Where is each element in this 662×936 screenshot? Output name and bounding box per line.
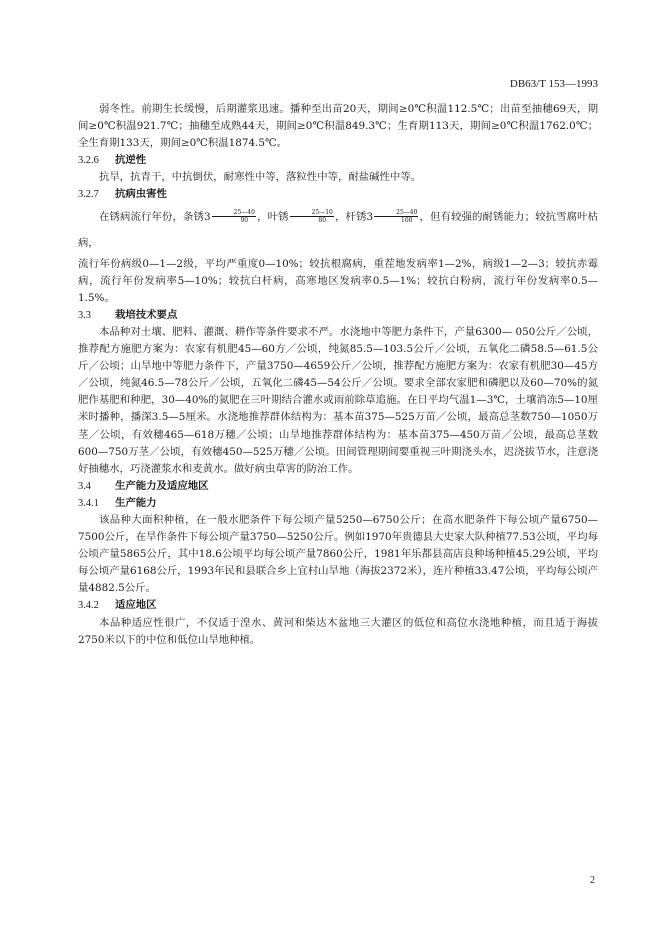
stem-rust-fraction (374, 209, 418, 224)
paragraph-growth-period: 弱冬性。前期生长缓慢，后期灌浆迅速。播种至出苗20天，期间≥0℃积温112.5℃；出苗至抽穗69天，期间≥0℃积温921.7℃；抽穗至成熟44天，期间≥0℃积温849.3℃；生育期113天，期间≥0℃积温1762.0℃；全生育期133天，期间≥0℃积温1874.5℃。 (78, 103, 598, 150)
section-number: 3.2.6 (78, 155, 99, 167)
section-title: 生产能力及适应地区 (115, 479, 209, 492)
section-heading-3-4 (78, 478, 598, 495)
section-heading-3-2-6 (78, 152, 598, 169)
section-number: 3.4.2 (78, 600, 99, 612)
section-number: 3.3 (78, 309, 91, 321)
section-heading-3-3 (78, 307, 598, 324)
page-number: 2 (590, 875, 595, 886)
section-heading-3-2-7 (78, 186, 598, 203)
section-number: 3.2.7 (78, 189, 99, 201)
section-title: 抗病虫害性 (115, 188, 167, 201)
section-number: 3.4.1 (78, 497, 99, 509)
fraction-numerator: 25—40 (212, 209, 256, 217)
fraction-numerator: 25—10 (290, 209, 334, 217)
section-number: 3.4 (78, 480, 91, 492)
text-span: ，杆锈3 (334, 210, 374, 223)
stripe-rust-fraction (212, 209, 256, 224)
fraction-numerator: 25—40 (374, 209, 418, 217)
fraction-denominator: 80 (318, 217, 327, 225)
paragraph-rust-resistance (78, 204, 598, 256)
paragraph-disease-resistance: 流行年份病级0—1—2级，平均严重度0—10%；较抗根腐病，重茬地发病率1—2%，病级1—2—3；较抗赤霉病，流行年份发病率5—10%；较抗白杆病，高寒地区发病率0.5—1%；较抗白粉病，流行年份发病率0.5—1.5%。 (78, 257, 598, 304)
section-title: 抗逆性 (115, 154, 147, 167)
paragraph-cultivation: 本品种对土壤、肥料、灌溉、耕作等条件要求不严。水浇地中等肥力条件下，产量6300— 050公斤／公顷，推荐配方施肥方案为：农家有机肥45—60方／公顷，纯氮85.5—103.5公斤／公顷，五氧化二磷58.5—61.5公斤／公顷；山旱地中等肥力条件下，产量3750—4659公斤／公顷，推荐配方施肥方案为：农家有机肥30—45方／公顷，纯氮46.5—78公斤／公顷，五氧化二磷45—54公斤／公顷。要求全部农家肥和磷肥以及60—70%的氮肥作基肥和种肥，30—40%的氮肥在三叶期结合灌水或雨前除草追施。在日平均气温1—3℃，土壤消冻5—10厘米时播种，播深3.5—5厘米。水浇地推荐群体结构为：基本苗375—525万苗／公顷，最高总茎数750—1050万茎／公顷，有效穗465—618万穗／公顷；山旱地推荐群体结构为：基本苗375—450万苗／公顷，最高总茎数600—750万茎／公顷，有效穗450—525万穗／公顷。田间管理期间要重视三叶期浇头水，迟浇拔节水，注意浇好抽穗水，巧浇灌浆水和麦黄水。做好病虫草害的防治工作。 (78, 325, 598, 475)
paragraph-stress-resistance: 抗旱，抗青干，中抗倒伏，耐寒性中等，落粒性中等，耐盐碱性中等。 (99, 171, 422, 184)
paragraph-adaptation: 本品种适应性很广，不仅适于湟水、黄河和柴达木盆地三大灌区的低位和高位水浇地种植，而且适于海拔2750米以下的中位和低位山旱地种植。 (78, 616, 598, 646)
fraction-denominator: 90 (240, 217, 249, 225)
text-span: ，但有较强的耐锈能力；较抗雪腐叶枯病， (78, 210, 598, 249)
paragraph-yield: 该品种大面积种植，在一般水肥条件下每公顷产量5250—6750公斤；在高水肥条件下每公顷产量6750—7500公斤，在旱作条件下每公顷产量3750—5250公斤。例如1970年贵德县大史家大队种植77.53公顷，平均每公顷产量5865公斤，其中18.6公顷平均每公顷产量7860公斤，1981年乐都县高店良种场种植45.29公顷，平均每公顷产量6168公斤，1993年民和县联合乡上宜村山旱地（海拔2372米），连片种植33.47公顷，平均每公顷产量4882.5公斤。 (78, 513, 598, 595)
document-code: DB63/T 153—1993 (509, 78, 598, 90)
section-title: 栽培技术要点 (115, 308, 178, 321)
text-span: ，叶锈 (256, 210, 289, 223)
page-body (78, 101, 598, 649)
section-title: 生产能力 (115, 496, 157, 509)
leaf-rust-fraction (290, 209, 334, 224)
section-heading-3-4-1 (78, 495, 598, 512)
section-title: 适应地区 (115, 599, 157, 612)
section-heading-3-4-2 (78, 597, 598, 614)
fraction-denominator: 100 (401, 217, 413, 225)
text-span: 在锈病流行年份，条锈3 (99, 210, 211, 223)
